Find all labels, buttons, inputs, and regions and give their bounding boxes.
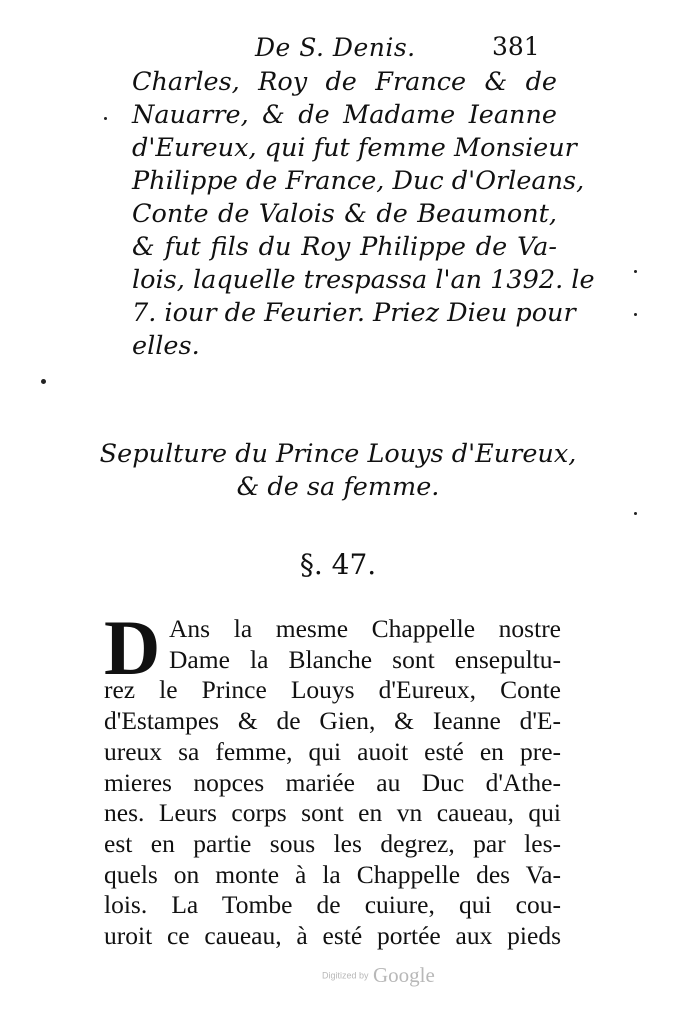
epitaph-line: lois, laquelle trespassa l'an 1392. le <box>132 265 595 295</box>
epitaph-line: Philippe de France, Duc d'Orleans, <box>132 166 585 196</box>
body-line: nes. Leurs corps sont en vn caueau, qui <box>104 798 561 828</box>
body-line: rez le Prince Louys d'Eureux, Conte <box>104 675 561 705</box>
body-line: quels on monte à la Chappelle des Va- <box>104 859 561 889</box>
epitaph-line: Conte de Valois & de Beaumont, <box>132 199 557 229</box>
section-heading <box>60 438 616 504</box>
epitaph-line: elles. <box>132 331 200 361</box>
epitaph-line: & fut fils du Roy Philippe de Va- <box>132 232 557 262</box>
section-number: §. 47. <box>299 548 377 581</box>
body-line: est en partie sous les degrez, par les- <box>104 828 561 858</box>
ink-speck <box>634 512 637 515</box>
heading-line: Sepulture du Prince Louys d'Eureux, <box>99 439 577 469</box>
body-line: lois. La Tombe de cuiure, qui cou- <box>104 890 561 920</box>
watermark-prefix: Digitized by <box>322 970 369 981</box>
epitaph-text <box>132 66 595 363</box>
body-line: d'Estampes & de Gien, & Ieanne d'E- <box>104 706 561 736</box>
digitization-watermark <box>322 963 435 988</box>
drop-cap: D <box>104 604 161 691</box>
ink-speck <box>104 117 107 120</box>
running-title: De S. Denis. <box>255 33 416 62</box>
page-number: 381 <box>492 32 540 61</box>
ink-speck <box>634 270 637 273</box>
epitaph-line: Charles, Roy de France & de <box>132 67 557 97</box>
body-line: uroit ce caueau, à esté portée aux pieds <box>104 921 561 951</box>
body-text <box>104 604 561 952</box>
google-logo: Google <box>372 963 435 987</box>
body-line: mieres nopces mariée au Duc d'Athe- <box>104 767 561 797</box>
epitaph-line: 7. iour de Feurier. Priez Dieu pour <box>132 298 576 328</box>
body-line: Ans la mesme Chappelle nostre <box>169 614 561 643</box>
ink-speck <box>41 379 46 384</box>
body-line: ureux sa femme, qui auoit esté en pre- <box>104 736 561 766</box>
epitaph-line: Nauarre, & de Madame Ieanne <box>132 100 557 130</box>
epitaph-line: d'Eureux, qui fut femme Monsieur <box>132 133 577 163</box>
ink-speck <box>634 313 637 316</box>
body-line: Dame la Blanche sont ensepultu- <box>169 644 561 674</box>
heading-line: & de sa femme. <box>236 472 440 502</box>
